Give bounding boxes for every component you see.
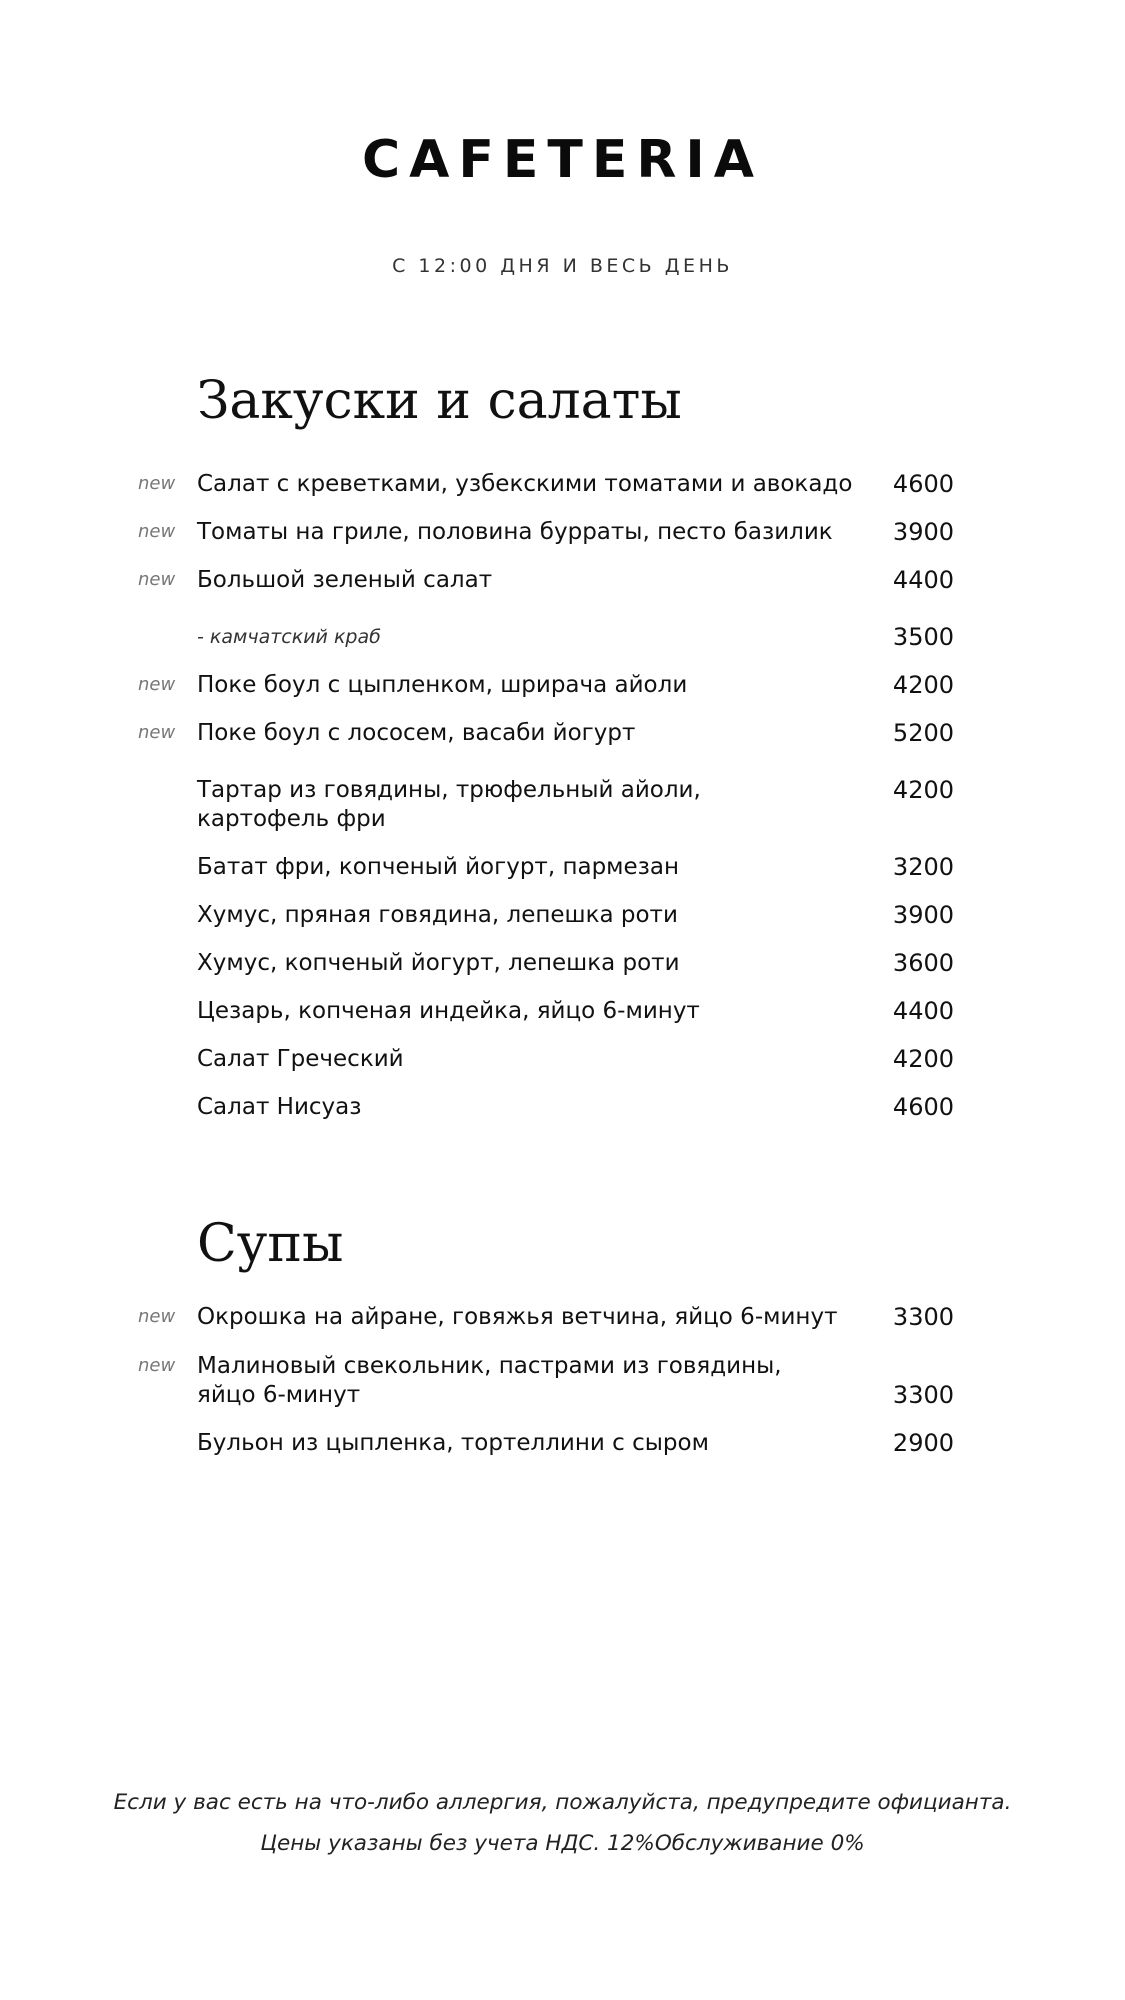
- item-price: 3900: [892, 901, 954, 929]
- item-price: 4600: [892, 470, 954, 498]
- new-badge: new: [138, 1355, 176, 1376]
- item-name-line2: яйцо 6-минут: [197, 1382, 361, 1408]
- item-price: 4400: [892, 566, 954, 594]
- new-badge: new: [138, 1306, 176, 1327]
- new-badge: new: [138, 674, 176, 695]
- item-price: 3300: [892, 1303, 954, 1331]
- item-name: Салат с креветками, узбекскими томатами и авокадо: [197, 471, 853, 497]
- item-name: Хумус, пряная говядина, лепешка роти: [197, 902, 678, 928]
- new-badge: new: [138, 521, 176, 542]
- item-name: Малиновый свекольник, пастрами из говядины,: [197, 1353, 782, 1379]
- item-name-line2: картофель фри: [197, 806, 386, 832]
- hours-subtitle: С 12:00 ДНЯ И ВЕСЬ ДЕНЬ: [392, 255, 733, 277]
- section-title-soups: Супы: [197, 1214, 344, 1274]
- allergy-notice: Если у вас есть на что-либо аллергия, пожалуйста, предупредите официанта.: [113, 1790, 1012, 1815]
- item-price: 4600: [892, 1093, 954, 1121]
- item-price: 3300: [892, 1381, 954, 1409]
- new-badge: new: [138, 569, 176, 590]
- item-price: 4200: [892, 1045, 954, 1073]
- item-name: Окрошка на айране, говяжья ветчина, яйцо 6-минут: [197, 1304, 838, 1330]
- new-badge: new: [138, 722, 176, 743]
- brand-title: CAFETERIA: [361, 130, 764, 190]
- item-price: 4400: [892, 997, 954, 1025]
- item-name: Большой зеленый салат: [197, 567, 493, 593]
- new-badge: new: [138, 473, 176, 494]
- vat-notice: Цены указаны без учета НДС. 12%Обслуживание 0%: [260, 1831, 865, 1856]
- item-name: Томаты на гриле, половина бурраты, песто базилик: [197, 519, 833, 545]
- item-name: Салат Нисуаз: [197, 1094, 362, 1120]
- section-title-appetizers: Закуски и салаты: [197, 371, 682, 431]
- item-price: 2900: [892, 1429, 954, 1457]
- item-price: 3900: [892, 518, 954, 546]
- item-name: Поке боул с лососем, васаби йогурт: [197, 720, 636, 746]
- item-price: 4200: [892, 776, 954, 804]
- item-price: 3600: [892, 949, 954, 977]
- item-price: 3200: [892, 853, 954, 881]
- item-variant-name: - камчатский краб: [197, 626, 381, 648]
- item-name: Цезарь, копченая индейка, яйцо 6-минут: [197, 998, 700, 1024]
- item-name: Батат фри, копченый йогурт, пармезан: [197, 854, 680, 880]
- item-name: Тартар из говядины, трюфельный айоли,: [197, 777, 701, 803]
- item-name: Бульон из цыпленка, тортеллини с сыром: [197, 1430, 709, 1456]
- item-price: 3500: [892, 623, 954, 651]
- item-price: 4200: [892, 671, 954, 699]
- item-name: Поке боул с цыпленком, шрирача айоли: [197, 672, 688, 698]
- item-name: Салат Греческий: [197, 1046, 404, 1072]
- item-price: 5200: [892, 719, 954, 747]
- item-name: Хумус, копченый йогурт, лепешка роти: [197, 950, 680, 976]
